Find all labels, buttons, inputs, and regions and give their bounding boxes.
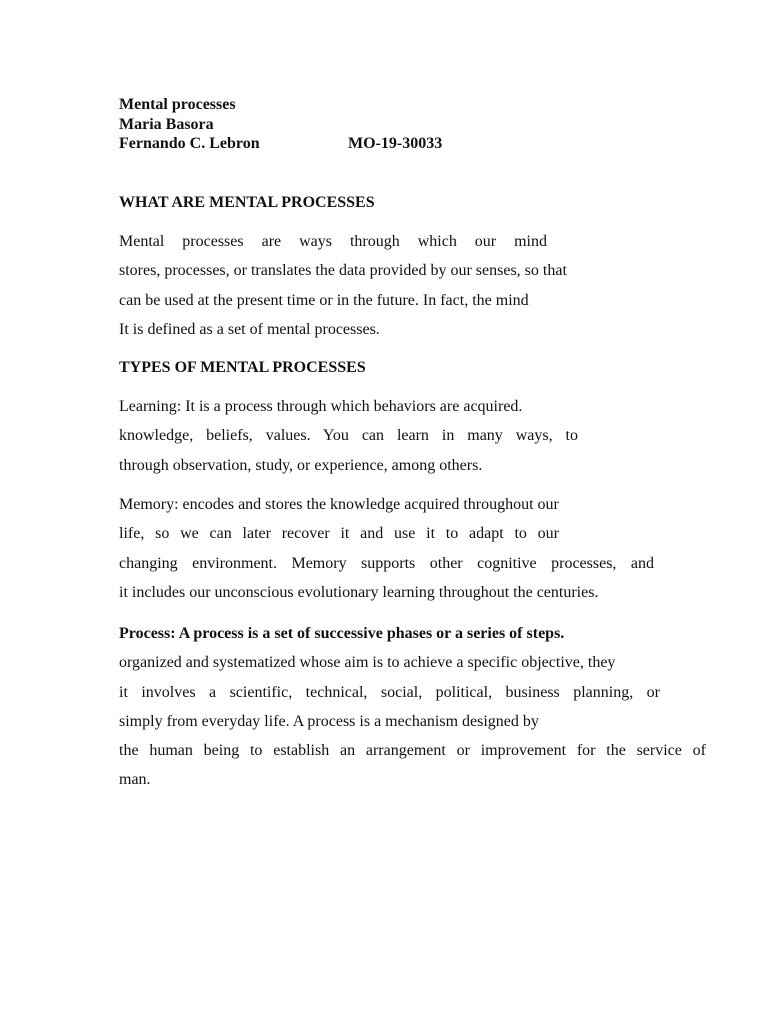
paragraph-line: Memory: encodes and stores the knowledge acquired throughout our: [119, 496, 559, 513]
author-name: Maria Basora: [119, 115, 214, 133]
student-line: [119, 134, 679, 154]
paragraph-line: man.: [119, 771, 151, 789]
paragraph-line: stores, processes, or translates the data provided by our senses, so that: [119, 262, 567, 280]
paragraph-process: [119, 619, 706, 795]
paragraph-line: it involves a scientific, technical, social, political, business planning, or: [119, 683, 660, 701]
paragraph-learning: [119, 392, 578, 480]
student-code: MO-19-30033: [348, 135, 443, 152]
paragraph-definition: [119, 227, 567, 344]
paragraph-line: can be used at the present time or in the future. In fact, the mind: [119, 291, 529, 309]
paragraph-line: through observation, study, or experience, among others.: [119, 456, 483, 474]
paragraph-line: the human being to establish an arrangement or improvement for the service of: [119, 742, 706, 760]
paragraph-memory: [119, 490, 659, 607]
paragraph-line: Process: A process is a set of successive phases or a series of steps.: [119, 625, 565, 642]
document-title: Mental processes: [119, 96, 236, 113]
paragraph-line: It is defined as a set of mental processes.: [119, 320, 380, 338]
document-header: [119, 95, 679, 154]
student-name: Fernando C. Lebron: [119, 135, 260, 152]
paragraph-line: knowledge, beliefs, values. You can learn in many ways, to: [119, 427, 578, 445]
heading-types-of-mental-processes: TYPES OF MENTAL PROCESSES: [119, 359, 366, 376]
heading-what-are-mental-processes: WHAT ARE MENTAL PROCESSES: [119, 194, 375, 211]
paragraph-line: changing environment. Memory supports other cognitive processes, and: [119, 554, 654, 572]
paragraph-line: Learning: It is a process through which behaviors are acquired.: [119, 398, 523, 415]
paragraph-line: organized and systematized whose aim is to achieve a specific objective, they: [119, 654, 616, 672]
paragraph-line: it includes our unconscious evolutionary learning throughout the centuries.: [119, 583, 599, 601]
paragraph-line: Mental processes are ways through which our mind: [119, 233, 547, 250]
paragraph-line: life, so we can later recover it and use it to adapt to our: [119, 525, 559, 543]
paragraph-line: simply from everyday life. A process is a mechanism designed by: [119, 712, 539, 730]
